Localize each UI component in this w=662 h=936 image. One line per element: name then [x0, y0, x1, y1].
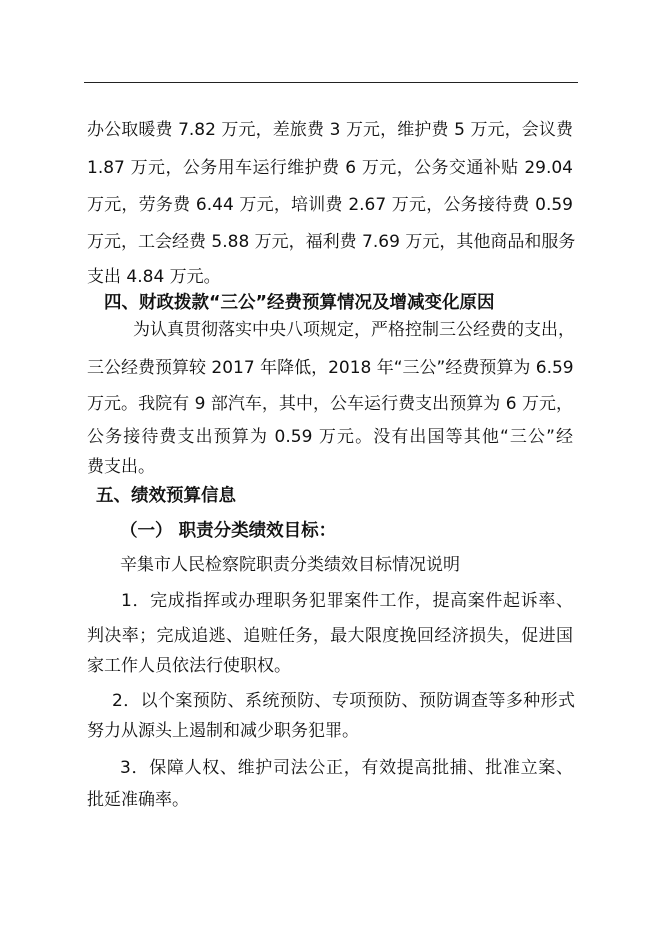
- text-line: 万元，劳务费 6.44 万元，培训费 2.67 万元，公务接待费 0.59: [87, 195, 573, 215]
- text-line: 为认真贯彻落实中央八项规定，严格控制三公经费的支出，: [133, 320, 575, 340]
- text-line: 1.87 万元，公务用车运行维护费 6 万元，公务交通补贴 29.04: [87, 158, 573, 178]
- section-heading-5: 五、绩效预算信息: [96, 486, 236, 506]
- text-line: 批延准确率。: [87, 790, 189, 810]
- text-line: 判决率；完成追逃、追赃任务，最大限度挽回经济损失，促进国: [87, 626, 573, 646]
- text-line: 1．完成指挥或办理职务犯罪案件工作，提高案件起诉率、: [121, 591, 573, 611]
- section-heading-4: 四、财政拨款“三公”经费预算情况及增减变化原因: [104, 293, 495, 313]
- intro-text: 辛集市人民检察院职责分类绩效目标情况说明: [120, 555, 460, 575]
- text-line: 努力从源头上遏制和减少职务犯罪。: [87, 721, 359, 741]
- text-line: 万元，工会经费 5.88 万元，福利费 7.69 万元，其他商品和服务: [87, 232, 576, 252]
- text-line: 三公经费预算较 2017 年降低，2018 年“三公”经费预算为 6.59: [87, 358, 574, 378]
- header-rule: [84, 82, 578, 83]
- text-line: 万元。我院有 9 部汽车，其中，公车运行费支出预算为 6 万元，: [87, 394, 573, 414]
- subheading-1: （一） 职责分类绩效目标：: [120, 521, 337, 541]
- text-line: 3．保障人权、维护司法公正，有效提高批捕、批准立案、: [120, 758, 573, 778]
- text-line: 办公取暖费 7.82 万元，差旅费 3 万元，维护费 5 万元，会议费: [87, 120, 573, 140]
- text-line: 支出 4.84 万元。: [87, 267, 221, 287]
- text-line: 公务接待费支出预算为 0.59 万元。没有出国等其他“三公”经: [87, 427, 573, 447]
- text-line: 家工作人员依法行使职权。: [87, 656, 291, 676]
- text-line: 2．以个案预防、系统预防、专项预防、预防调查等多种形式: [112, 691, 575, 711]
- text-line: 费支出。: [87, 457, 155, 477]
